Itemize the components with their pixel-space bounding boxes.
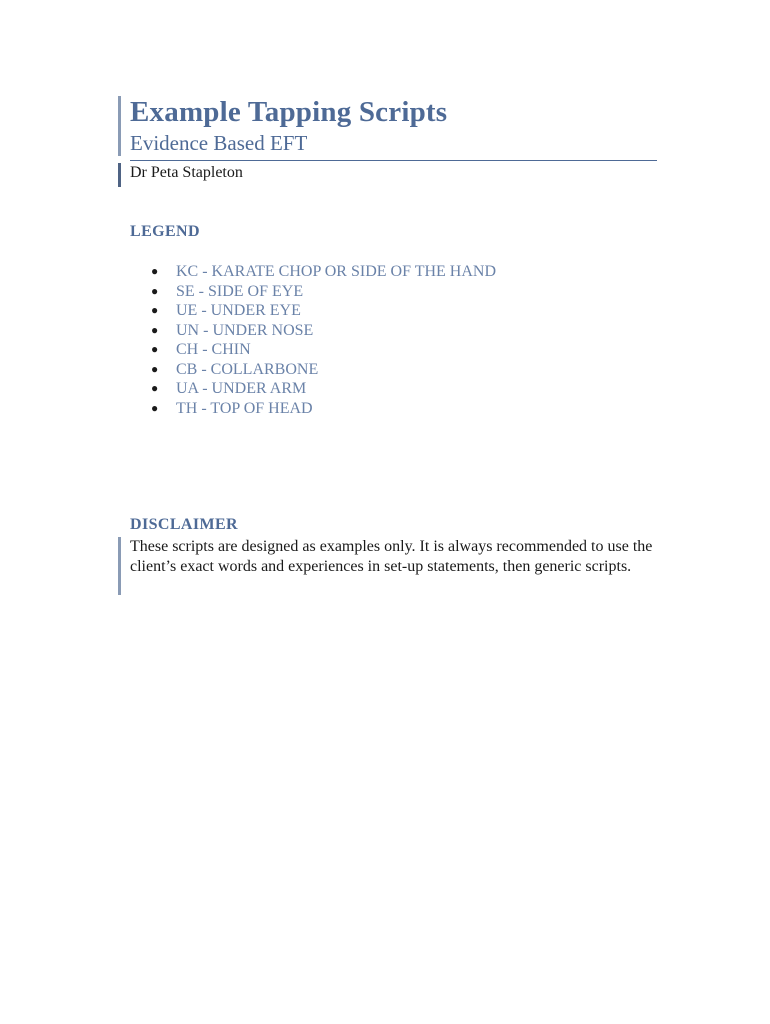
bullet-icon: ● — [151, 342, 159, 356]
document-subtitle: Evidence Based EFT — [130, 131, 308, 155]
disclaimer-text: These scripts are designed as examples only. It is always recommended to use the client’s exact words and experiences in set-up statements, then generic scripts. — [130, 538, 653, 575]
title-accent-bar — [118, 96, 121, 156]
legend-item — [148, 262, 496, 282]
legend-item-label: UE - UNDER EYE — [176, 302, 301, 319]
disclaimer-accent-bar — [118, 537, 121, 595]
legend-item — [148, 301, 496, 321]
legend-item — [148, 379, 496, 399]
bullet-icon: ● — [151, 303, 159, 317]
legend-item-label: KC - KARATE CHOP OR SIDE OF THE HAND — [176, 263, 497, 280]
bullet-icon: ● — [151, 361, 159, 376]
legend-item — [148, 340, 496, 360]
bullet-icon: ● — [151, 264, 159, 278]
disclaimer-heading: DISCLAIMER — [130, 516, 239, 533]
legend-item — [148, 321, 496, 341]
title-divider — [130, 160, 657, 161]
legend-item — [148, 360, 496, 380]
document-author: Dr Peta Stapleton — [130, 164, 243, 181]
legend-heading: LEGEND — [130, 223, 200, 240]
legend-item — [148, 282, 496, 302]
legend-item-label: TH - TOP OF HEAD — [176, 399, 313, 417]
legend-list — [148, 262, 496, 418]
document-title: Example Tapping Scripts — [130, 96, 448, 128]
bullet-icon: ● — [151, 381, 159, 395]
legend-item-label: CH - CHIN — [176, 341, 251, 358]
author-accent-bar — [118, 163, 121, 187]
legend-item-label: UA - UNDER ARM — [176, 380, 307, 397]
legend-item-label: SE - SIDE OF EYE — [176, 282, 304, 300]
bullet-icon: ● — [151, 322, 159, 337]
bullet-icon: ● — [151, 400, 159, 415]
legend-item — [148, 399, 496, 419]
legend-item-label: UN - UNDER NOSE — [176, 321, 314, 339]
bullet-icon: ● — [151, 283, 159, 298]
legend-item-label: CB - COLLARBONE — [176, 360, 319, 378]
